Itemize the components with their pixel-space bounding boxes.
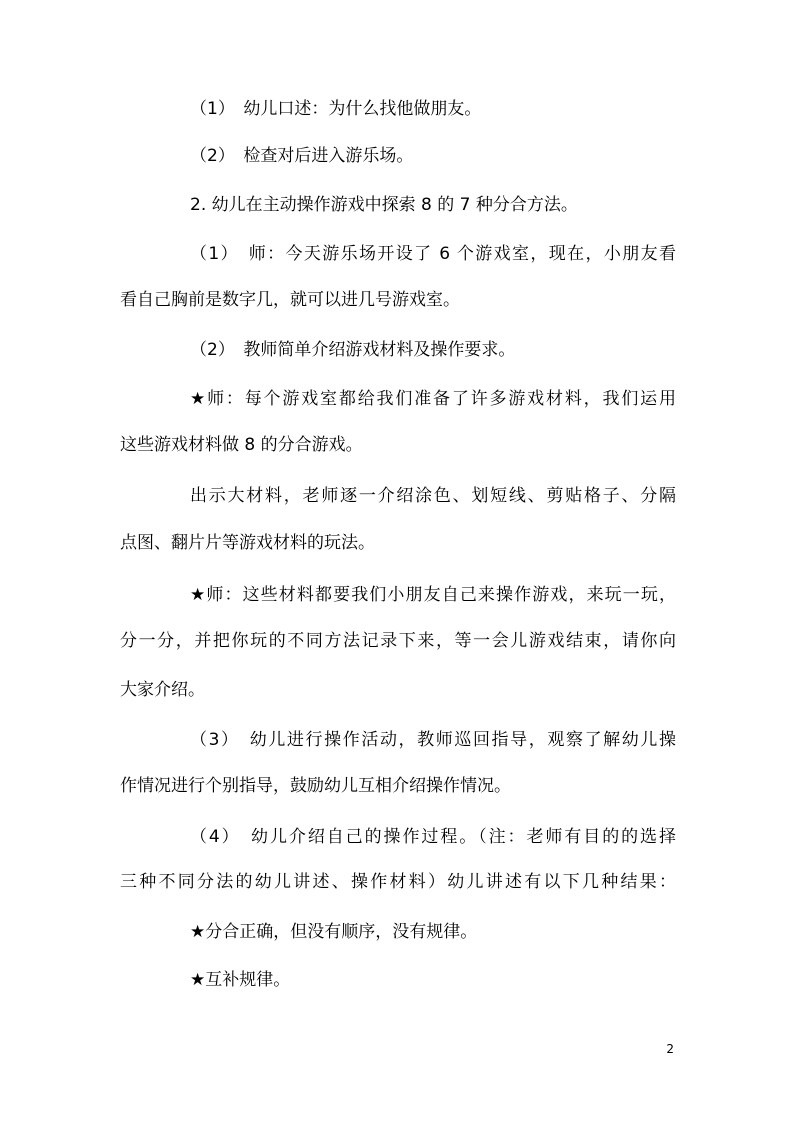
paragraph-line: （2） 检查对后进入游乐场。: [190, 146, 414, 166]
paragraph-line: ★分合正确，但没有顺序，没有规律。: [190, 922, 478, 942]
paragraph-line: 作情况进行个别指导，鼓励幼儿互相介绍操作情况。: [120, 776, 511, 796]
paragraph-line: 出示大材料，老师逐一介绍涂色、划短线、剪贴格子、分隔: [190, 486, 676, 506]
paragraph-line: （4） 幼儿介绍自己的操作过程。（注：老师有目的的选择: [190, 827, 676, 847]
paragraph-line: 三种不同分法的幼儿讲述、操作材料）幼儿讲述有以下几种结果：: [120, 872, 676, 892]
paragraph-line: 2. 幼儿在主动操作游戏中探索 8 的 7 种分合方法。: [190, 195, 578, 215]
paragraph-line: ★师：每个游戏室都给我们准备了许多游戏材料，我们运用: [190, 389, 676, 409]
paragraph-line: 看自己胸前是数字几，就可以进几号游戏室。: [120, 290, 460, 310]
paragraph-line: ★师：这些材料都要我们小朋友自己来操作游戏，来玩一玩，: [190, 585, 676, 605]
paragraph-line: （2） 教师简单介绍游戏材料及操作要求。: [190, 340, 516, 360]
paragraph-line: 分一分，并把你玩的不同方法记录下来，等一会儿游戏结束，请你向: [120, 631, 676, 651]
paragraph-line: （3） 幼儿进行操作活动，教师巡回指导，观察了解幼儿操: [190, 730, 676, 750]
paragraph-line: （1） 幼儿口述：为什么找他做朋友。: [190, 99, 482, 119]
paragraph-line: 大家介绍。: [120, 680, 205, 700]
paragraph-line: 这些游戏材料做 8 的分合游戏。: [120, 435, 363, 455]
paragraph-line: ★互补规律。: [190, 970, 291, 990]
paragraph-line: （1） 师：今天游乐场开设了 6 个游戏室，现在，小朋友看: [190, 244, 676, 264]
paragraph-line: 点图、翻片片等游戏材料的玩法。: [120, 533, 375, 553]
page-number: 2: [666, 1042, 674, 1056]
